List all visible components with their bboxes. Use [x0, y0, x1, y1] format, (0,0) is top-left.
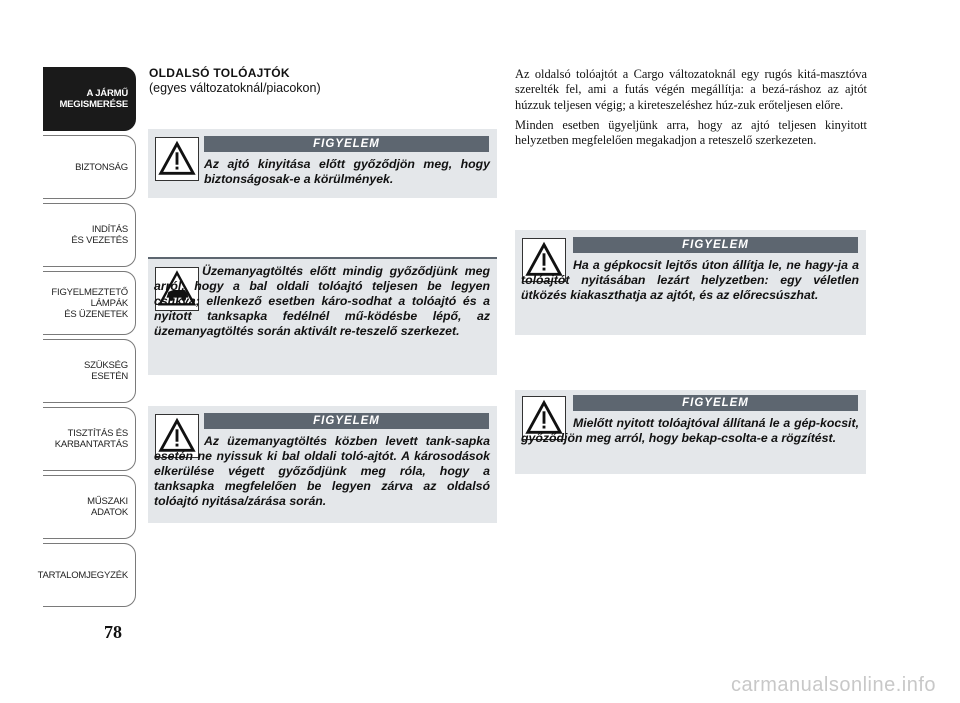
warning-text-body: Üzemanyagtöltés előtt mindig győződjünk meg arról, hogy a bal oldali tolóajtó teljesen be legyen csukva; ellenkező esetben káro-sodhat a tolóajtó és a nyitott tanksapka fedélnél mű-ködésbe lépő, az üzemanyagtöltés során aktivált re-teszelő szerkezet.	[154, 264, 490, 338]
tab-muszaki-adatok[interactable]: MŰSZAKI ADATOK	[43, 475, 136, 539]
warning-text	[154, 264, 490, 339]
section-title: OLDALSÓ TOLÓAJTÓK	[149, 66, 290, 80]
warning-text	[521, 258, 859, 303]
warning-box-lock-engaged	[515, 390, 866, 474]
body-paragraph: Minden esetben ügyeljünk arra, hogy az ajtó teljesen kinyitott helyzetben megfelelően megakadjon a reteszelő szerkezeten.	[515, 117, 867, 148]
warning-text-body: Mielőtt nyitott tolóajtóval állítaná le a gép-kocsit, győződjön meg arról, hogy bekap-csolta-e a rögzítést.	[521, 416, 859, 445]
warning-box-slope-parking	[515, 230, 866, 335]
warning-title-bar: FIGYELEM	[573, 237, 858, 253]
tab-inditas-es-vezetes[interactable]: INDÍTÁS ÉS VEZETÉS	[43, 203, 136, 267]
body-paragraph: Az oldalsó tolóajtót a Cargo változatoknál egy rugós kitá-masztóva szerelték fel, ami a futás végén megállítja: a bezá-ráshoz az ajtót húzzuk teljesen végig; a kireteszeléshez húz-zuk erőteljesen előre.	[515, 67, 867, 112]
tab-tisztitas-karbantartas[interactable]: TISZTÍTÁS ÉS KARBANTARTÁS	[43, 407, 136, 471]
warning-title-bar: FIGYELEM	[204, 136, 489, 152]
tab-jarmu-megismerese[interactable]: A JÁRMŰ MEGISMERÉSE	[43, 67, 136, 131]
warning-text	[521, 416, 859, 446]
section-heading	[149, 66, 479, 95]
warning-text-body: Ha a gépkocsit lejtős úton állítja le, ne hagy-ja a tolóajtót nyitásában lezárt helyzetben: egy véletlen ütközés kiakaszthatja az ajtót, és az előrecsúszhat.	[521, 258, 859, 302]
section-subtitle: (egyes változatoknál/piacokon)	[149, 81, 321, 95]
tab-szukseg-eseten[interactable]: SZÜKSÉG ESETÉN	[43, 339, 136, 403]
warning-triangle-icon	[155, 137, 199, 181]
page-number: 78	[104, 622, 122, 642]
tab-figyelmezteto-lampak[interactable]: FIGYELMEZTETŐ LÁMPÁK ÉS ÜZENETEK	[43, 271, 136, 335]
tab-biztonsag[interactable]: BIZTONSÁG	[43, 135, 136, 199]
warning-text	[154, 434, 490, 509]
warning-title-bar: FIGYELEM	[204, 413, 489, 429]
chapter-sidebar	[37, 67, 136, 611]
body-text	[515, 67, 867, 153]
warning-box-door-safety	[148, 129, 497, 198]
warning-text: Az ajtó kinyitása előtt győződjön meg, hogy biztonságosak-e a körülmények.	[204, 157, 490, 186]
tab-tartalomjegyzek[interactable]: TARTALOMJEGYZÉK	[43, 543, 136, 607]
watermark: carmanualsonline.info	[730, 674, 936, 696]
warning-title-bar: FIGYELEM	[573, 395, 858, 411]
warning-box-tank-cap	[148, 406, 497, 523]
warning-text-body: Az üzemanyagtöltés közben levett tank-sapka esetén ne nyissuk ki bal oldali toló-ajtót. A károsodások elkerülése végett győződjünk meg róla, hogy a tanksapka megfelelően be legyen zárva az oldalsó tolóajtó nyitása/zárása során.	[154, 434, 490, 508]
warning-box-refuel-door	[148, 257, 497, 375]
